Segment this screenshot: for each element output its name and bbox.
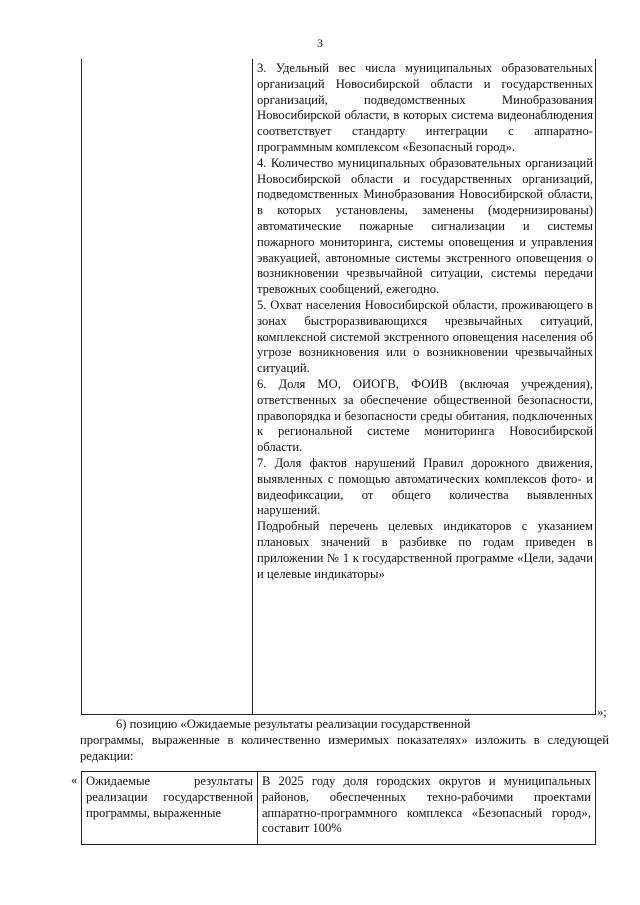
closing-quote-mark: »; xyxy=(597,705,607,719)
indicator-4: 4. Количество муниципальных образовательных организаций Новосибирской области и государственных организаций, подведомственных Минобразования Новосибирской области, в которых установлены, заменены (модернизированы) автоматические пожарные сигнализации и системы пожарного мониторинга, системы оповещения и управления эвакуацией, автономные системы экстренного оповещения о возникновении чрезвычайной ситуации, системы передачи тревожных сообщений, ежегодно. xyxy=(257,155,593,297)
indicator-5: 5. Охват населения Новосибирской области, проживающего в зонах быстроразвивающихся чрезвычайных ситуаций, комплексной системой экстренного оповещения населения об угрозе возникновения или о возникновении чрезвычайных ситуаций. xyxy=(257,297,593,376)
amendment-first-line: 6) позицию «Ожидаемые результаты реализации государственной xyxy=(116,717,471,731)
indicators-table xyxy=(81,59,596,715)
indicator-6: 6. Доля МО, ОИОГВ, ФОИВ (включая учреждения), ответственных за обеспечение общественной безопасности, правопорядка и безопасности среды обитания, подключенных к региональной системе мониторинга Новосибирской области. xyxy=(257,376,593,455)
amendment-rest: программы, выраженные в количественно измеримых показателях» изложить в следующей редакции: xyxy=(80,732,609,763)
expected-results-label-cell: Ожидаемые результаты реализации государственной программы, выраженные xyxy=(86,774,253,820)
indicator-3: 3. Удельный вес числа муниципальных образовательных организаций Новосибирской области и государственных организаций, подведомственных Минобразования Новосибирской области, в которых система видеонаблюдения соответствует стандарту интеграции с аппаратно-программным комплексом «Безопасный город». xyxy=(257,61,593,154)
opening-quote-mark: « xyxy=(71,773,78,787)
indicators-table-right-cell xyxy=(252,59,597,714)
expected-results-table xyxy=(81,771,596,845)
amendment-paragraph xyxy=(80,717,609,764)
indicators-table-left-cell xyxy=(82,59,252,714)
indicators-reference-note: Подробный перечень целевых индикаторов с указанием плановых значений в разбивке по годам приведен в приложении № 1 к государственной программе «Цели, задачи и целевые индикаторы» xyxy=(257,519,593,581)
expected-results-value-cell: В 2025 году доля городских округов и муниципальных районов, обеспеченных техно-рабочими проектами аппаратно-программного комплекса «Безопасный город», составит 100% xyxy=(257,772,595,844)
indicator-7: 7. Доля фактов нарушений Правил дорожного движения, выявленных с помощью автоматических комплексов фото- и видеофиксации, от общего количества выявленных нарушений. xyxy=(257,455,593,518)
page-number: 3 xyxy=(317,36,323,50)
